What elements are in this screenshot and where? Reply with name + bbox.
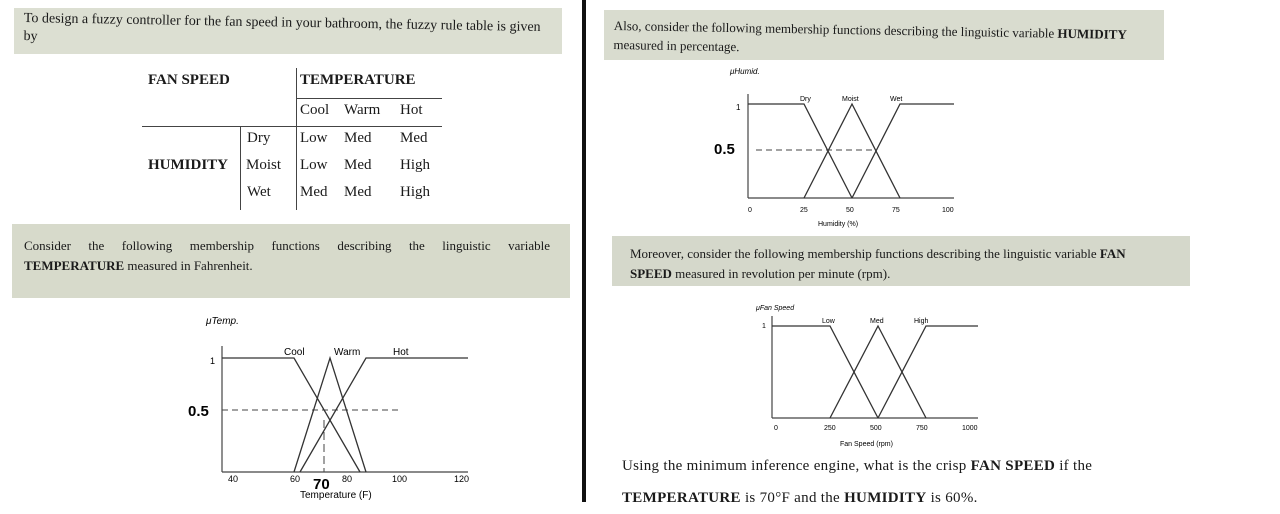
temp-intro-line-2 — [24, 256, 550, 276]
table-row — [142, 184, 442, 210]
question-part-3: is 70°F and the — [744, 490, 841, 506]
fan-intro-bold-2: SPEED — [630, 266, 672, 281]
question-text — [622, 450, 1192, 514]
fan-tick-750: 750 — [916, 425, 928, 432]
hum-set-wet — [852, 104, 954, 198]
fan-set-label-low: Low — [822, 318, 835, 325]
temp-intro-bold: TEMPERATURE — [24, 258, 125, 273]
table-cell: Med — [344, 157, 372, 173]
temp-intro-tail: measured in Fahrenheit. — [124, 258, 253, 273]
table-cell: Med — [344, 130, 372, 146]
temp-set-label-cool: Cool — [284, 347, 305, 358]
table-cell: Low — [300, 130, 328, 146]
question-part-4: is 60%. — [930, 490, 978, 506]
temp-y-one: 1 — [210, 356, 216, 366]
fan-xlabel: Fan Speed (rpm) — [840, 441, 893, 448]
hum-set-label-moist: Moist — [842, 96, 859, 103]
temp-set-label-hot: Hot — [393, 347, 409, 358]
question-part-1: Using the minimum inference engine, what is the crisp — [622, 458, 967, 474]
temp-set-cool — [222, 358, 360, 472]
hum-tick-75: 75 — [892, 207, 900, 214]
question-bold-3: HUMIDITY — [844, 490, 927, 506]
hum-y-one: 1 — [736, 103, 741, 112]
fan-intro-text — [630, 244, 1178, 284]
fuzzy-rule-table — [142, 68, 452, 214]
table-row-group-label: HUMIDITY — [148, 157, 229, 173]
temp-ylabel: μTemp. — [206, 316, 239, 327]
fan-y-one: 1 — [762, 323, 766, 330]
fan-intro-line-1 — [630, 244, 1178, 264]
table-row — [142, 157, 442, 183]
table-corner-label: FAN SPEED — [148, 72, 230, 88]
fan-tick-250: 250 — [824, 425, 836, 432]
hum-intro-line-2: measured in percentage. — [613, 36, 740, 55]
fan-intro-lead: Moreover, consider the following membership functions describing the linguistic variable — [630, 246, 1097, 261]
humidity-membership-chart — [704, 62, 984, 232]
temp-tick-70: 70 — [313, 476, 330, 493]
hum-intro-lead: Also, consider the following membership functions describing the linguistic variable — [613, 17, 1055, 41]
question-bold-2: TEMPERATURE — [622, 490, 741, 506]
table-cell: Low — [300, 157, 328, 173]
fan-set-label-med: Med — [870, 318, 884, 325]
question-part-2: if the — [1059, 458, 1093, 474]
temp-y-half: 0.5 — [188, 403, 209, 420]
fan-tick-0: 0 — [774, 425, 778, 432]
question-bold-1: FAN SPEED — [970, 458, 1056, 474]
table-col-group-label: TEMPERATURE — [300, 72, 416, 88]
hum-set-moist — [804, 104, 900, 198]
temp-tick-120: 120 — [454, 474, 470, 484]
temp-set-label-warm: Warm — [334, 347, 361, 358]
question-line-1 — [622, 450, 1192, 482]
table-row — [142, 130, 442, 156]
table-cell: High — [400, 157, 430, 173]
temp-tick-60: 60 — [290, 474, 301, 484]
temperature-membership-chart — [160, 300, 490, 502]
hum-set-label-dry: Dry — [800, 96, 811, 103]
table-cell: Med — [300, 184, 328, 200]
fan-tick-500: 500 — [870, 425, 882, 432]
hum-tick-25: 25 — [800, 207, 808, 214]
col-header-warm: Warm — [344, 102, 381, 118]
temp-set-warm — [294, 358, 366, 472]
page-divider — [582, 0, 586, 502]
col-header-hot: Hot — [400, 102, 423, 118]
fan-speed-membership-chart — [740, 296, 1010, 452]
hum-tick-50: 50 — [846, 207, 854, 214]
intro-text: To design a fuzzy controller for the fan speed in your bathroom, the fuzzy rule table is given by — [23, 10, 541, 45]
hum-xlabel: Humidity (%) — [818, 221, 859, 228]
fan-set-label-high: High — [914, 318, 929, 325]
fan-ylabel: μFan Speed — [756, 305, 795, 312]
row-label-dry: Dry — [247, 130, 271, 146]
hum-tick-100: 100 — [942, 207, 954, 214]
hum-ylabel: μHumid. — [730, 67, 760, 76]
fan-set-low — [772, 326, 878, 418]
hum-tick-0: 0 — [748, 207, 752, 214]
temp-tick-80: 80 — [342, 474, 353, 484]
temp-xlabel: Temperature (F) — [300, 490, 372, 501]
row-label-moist: Moist — [246, 157, 282, 173]
temp-intro-text — [24, 236, 550, 276]
temp-intro-line-1: Consider the following membership functions describing the linguistic variable — [24, 238, 550, 253]
fan-intro-line-2 — [630, 264, 1178, 284]
hum-intro-bold: HUMIDITY — [1057, 25, 1127, 42]
hum-set-dry — [748, 104, 852, 198]
fan-intro-tail: measured in revolution per minute (rpm). — [671, 266, 891, 281]
hum-set-label-wet: Wet — [890, 96, 903, 103]
fan-tick-1000: 1000 — [962, 425, 978, 432]
table-cell: Med — [400, 130, 428, 146]
hum-y-half: 0.5 — [714, 141, 735, 158]
row-label-wet: Wet — [247, 184, 271, 200]
fan-intro-bold-1: FAN — [1099, 246, 1126, 261]
col-header-cool: Cool — [300, 102, 330, 118]
fan-set-med — [830, 326, 926, 418]
question-line-2 — [622, 482, 1192, 514]
fan-set-high — [878, 326, 978, 418]
table-cell: High — [400, 184, 430, 200]
temp-tick-100: 100 — [392, 474, 408, 484]
table-cell: Med — [344, 184, 372, 200]
temp-tick-40: 40 — [228, 474, 239, 484]
